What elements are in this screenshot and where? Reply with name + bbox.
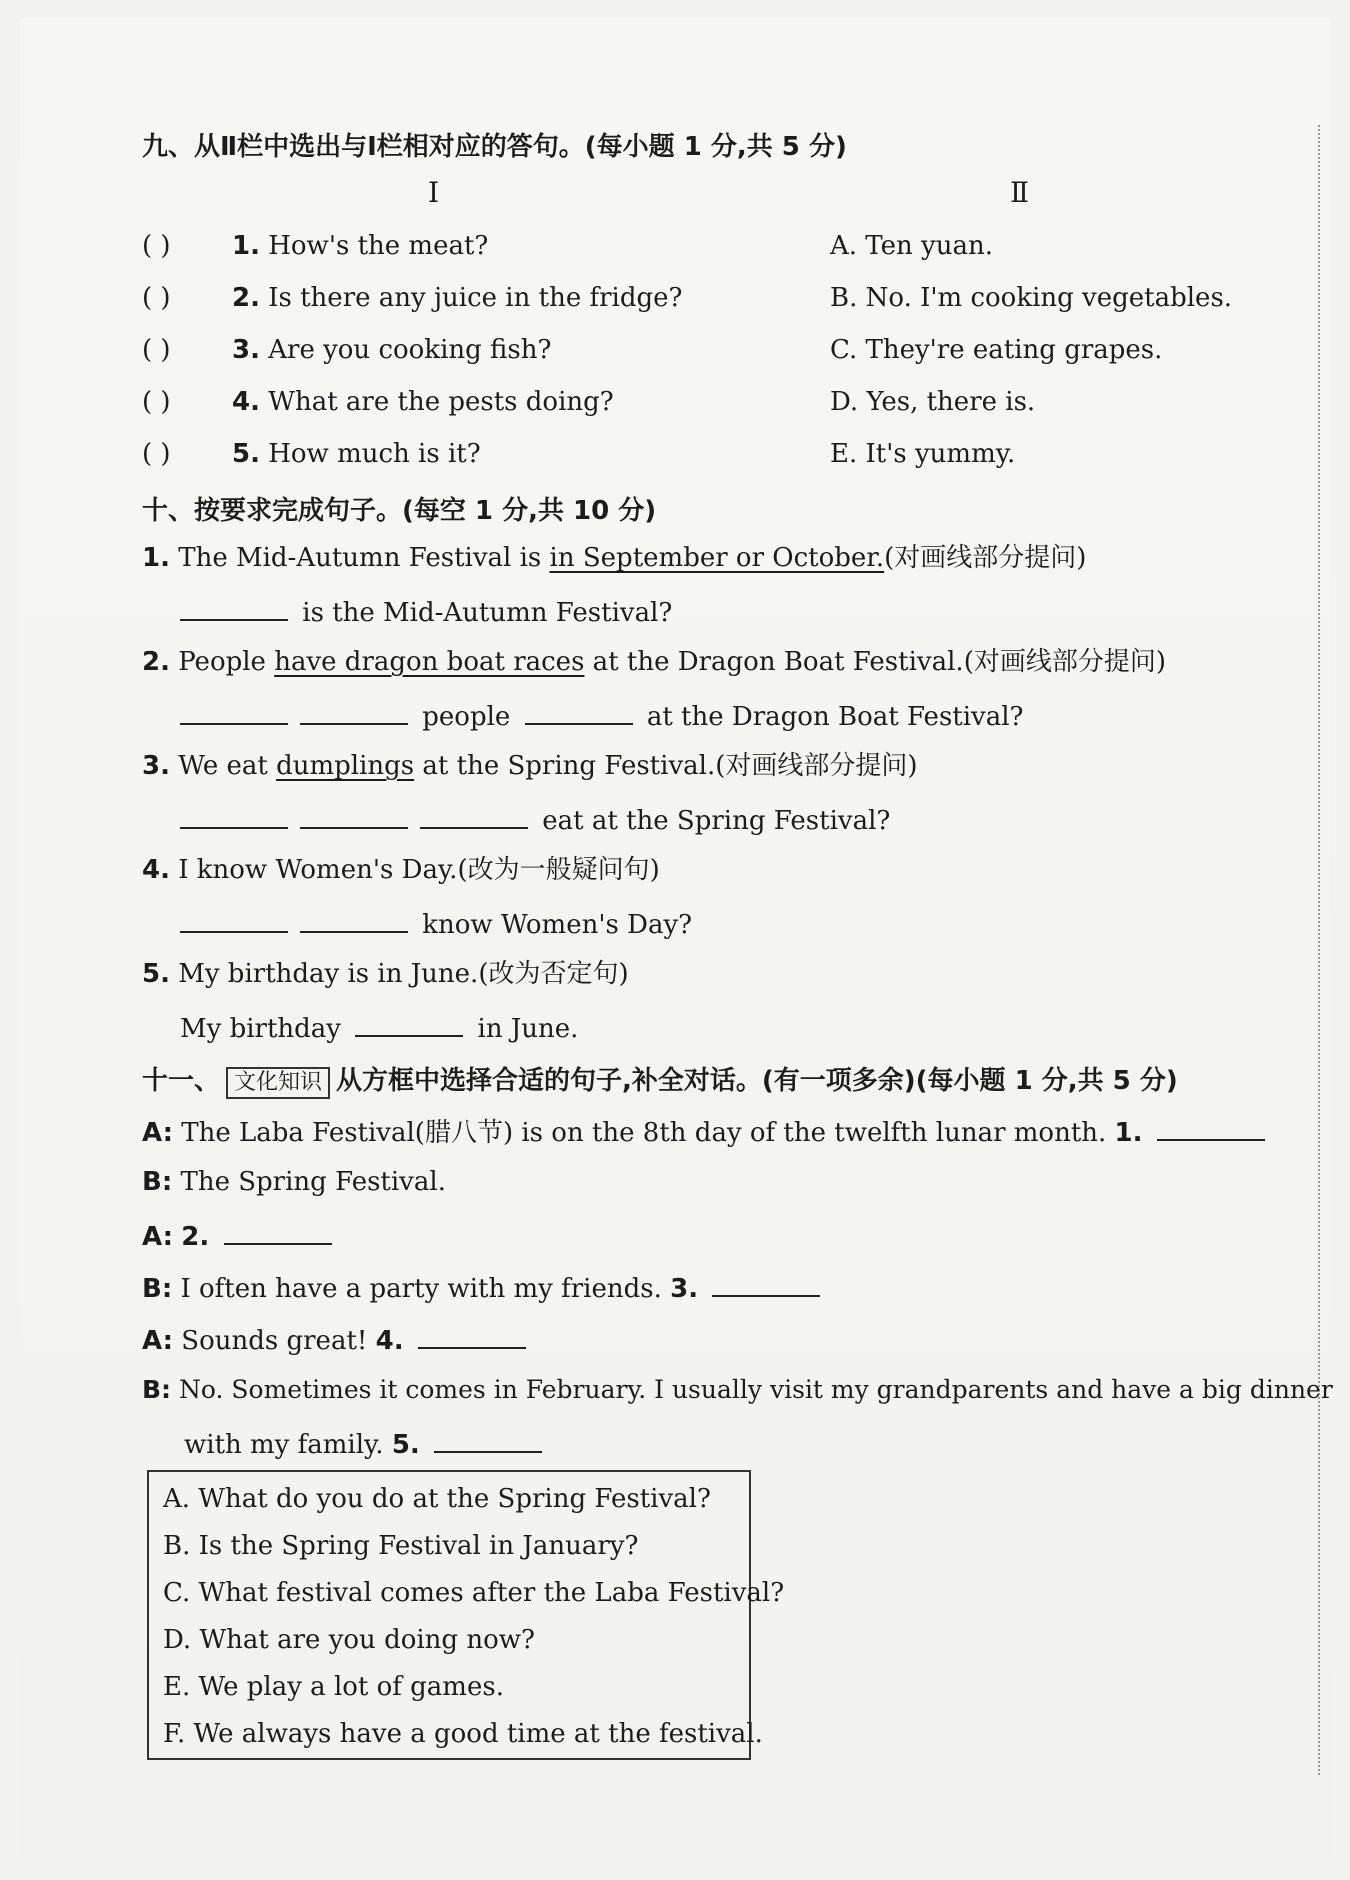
option-f: F. We always have a good time at the festival.: [163, 1719, 763, 1749]
dialog-line-3: [142, 1217, 338, 1254]
matching-item-3: [142, 333, 551, 367]
speaker-label: B:: [142, 1375, 172, 1404]
section9-heading: 九、从Ⅱ栏中选出与Ⅰ栏相对应的答句。(每小题 1 分,共 5 分): [142, 132, 847, 162]
item-number: 2.: [232, 283, 260, 313]
dialog-text: with my family.: [184, 1430, 384, 1460]
question-number: 2.: [142, 647, 170, 677]
instruction: (改为否定句): [478, 959, 629, 989]
blank-number: 4.: [375, 1326, 404, 1356]
question-number: 4.: [142, 855, 170, 885]
answer-option-e: E. It's yummy.: [830, 439, 1016, 469]
answer-text: is the Mid-Autumn Festival?: [302, 598, 673, 628]
item-text: Is there any juice in the fridge?: [268, 283, 683, 313]
dialog-text: The Spring Festival.: [180, 1167, 446, 1197]
sentence-text: We eat: [178, 751, 277, 781]
instruction: (对画线部分提问): [884, 543, 1087, 573]
blank-number: 1.: [1114, 1118, 1143, 1148]
matching-item-5: [142, 437, 481, 471]
answer-text: in June.: [477, 1014, 579, 1044]
rewrite-question-3: [142, 749, 918, 783]
answer-blank[interactable]: [525, 697, 633, 725]
answer-text: at the Dragon Boat Festival?: [646, 702, 1024, 732]
rewrite-answer-2: [180, 697, 1024, 734]
blank-number: 5.: [391, 1430, 420, 1460]
answer-blank[interactable]: [180, 801, 288, 829]
dialog-line-1: [142, 1113, 1271, 1150]
sentence-text: at the Dragon Boat Festival.: [584, 647, 964, 677]
dialog-text: The Laba Festival(腊八节) is on the 8th day of the twelfth lunar month.: [181, 1118, 1107, 1148]
answer-bracket[interactable]: ( ): [142, 231, 171, 261]
column-1-label: Ⅰ: [428, 176, 440, 209]
answer-text: people: [422, 702, 511, 732]
question-number: 5.: [142, 959, 170, 989]
answer-blank[interactable]: [420, 801, 528, 829]
answer-option-a: A. Ten yuan.: [830, 231, 993, 261]
culture-tag: 文化知识: [226, 1067, 330, 1099]
option-a: A. What do you do at the Spring Festival?: [163, 1484, 711, 1514]
dialog-text: No. Sometimes it comes in February. I usually visit my grandparents and have a big dinner: [179, 1375, 1333, 1404]
instruction: (对画线部分提问): [715, 751, 918, 781]
answer-blank[interactable]: [224, 1217, 332, 1245]
blank-number: 2.: [181, 1222, 210, 1252]
speaker-label: B:: [142, 1274, 173, 1304]
section11-heading: [142, 1060, 1178, 1099]
item-number: 1.: [232, 231, 260, 261]
answer-option-c: C. They're eating grapes.: [830, 335, 1163, 365]
speaker-label: B:: [142, 1167, 173, 1197]
sentence-text: The Mid-Autumn Festival is: [178, 543, 550, 573]
speaker-label: A:: [142, 1326, 174, 1356]
binding-dashed-line: [1318, 125, 1320, 1775]
option-c: C. What festival comes after the Laba Festival?: [163, 1578, 785, 1608]
dialog-line-7: [184, 1425, 548, 1462]
sentence-text: I know Women's Day.: [178, 855, 458, 885]
question-number: 3.: [142, 751, 170, 781]
blank-number: 3.: [670, 1274, 699, 1304]
answer-option-b: B. No. I'm cooking vegetables.: [830, 283, 1233, 313]
answer-text: My birthday: [180, 1014, 341, 1044]
answer-blank[interactable]: [180, 697, 288, 725]
matching-item-4: [142, 385, 614, 419]
answer-bracket[interactable]: ( ): [142, 387, 171, 417]
answer-bracket[interactable]: ( ): [142, 439, 171, 469]
item-number: 5.: [232, 439, 260, 469]
instruction: (对画线部分提问): [963, 647, 1166, 677]
answer-bracket[interactable]: ( ): [142, 283, 171, 313]
item-text: How much is it?: [268, 439, 481, 469]
heading-text: 从方框中选择合适的句子,补全对话。(有一项多余)(每小题 1 分,共 5 分): [336, 1066, 1178, 1096]
answer-blank[interactable]: [712, 1269, 820, 1297]
dialog-line-2: [142, 1165, 446, 1199]
answer-blank[interactable]: [300, 697, 408, 725]
answer-text: eat at the Spring Festival?: [542, 806, 891, 836]
column-2-label: Ⅱ: [1010, 176, 1030, 209]
dialog-text: Sounds great!: [181, 1326, 368, 1356]
answer-blank[interactable]: [180, 593, 288, 621]
underlined-part: dumplings: [276, 751, 415, 781]
underlined-part: in September or October.: [549, 543, 885, 573]
option-e: E. We play a lot of games.: [163, 1672, 504, 1702]
item-text: How's the meat?: [268, 231, 489, 261]
item-text: Are you cooking fish?: [268, 335, 552, 365]
dialog-text: I often have a party with my friends.: [180, 1274, 662, 1304]
item-number: 4.: [232, 387, 260, 417]
rewrite-answer-1: [180, 593, 672, 630]
speaker-label: A:: [142, 1118, 174, 1148]
underlined-part: have dragon boat races: [274, 647, 585, 677]
rewrite-question-4: [142, 853, 660, 887]
answer-blank[interactable]: [355, 1009, 463, 1037]
answer-blank[interactable]: [418, 1321, 526, 1349]
matching-item-1: [142, 229, 488, 263]
rewrite-answer-3: [180, 801, 890, 838]
speaker-label: A:: [142, 1222, 174, 1252]
dialog-line-4: [142, 1269, 826, 1306]
answer-blank[interactable]: [300, 801, 408, 829]
matching-item-2: [142, 281, 682, 315]
answer-blank[interactable]: [300, 905, 408, 933]
sentence-text: My birthday is in June.: [178, 959, 479, 989]
rewrite-question-2: [142, 645, 1166, 679]
answer-text: know Women's Day?: [422, 910, 693, 940]
item-text: What are the pests doing?: [268, 387, 614, 417]
rewrite-question-1: [142, 541, 1086, 575]
item-number: 3.: [232, 335, 260, 365]
options-box: [147, 1470, 785, 1760]
heading-number: 十一、: [142, 1066, 221, 1096]
option-b: B. Is the Spring Festival in January?: [163, 1531, 639, 1561]
answer-bracket[interactable]: ( ): [142, 335, 171, 365]
dialog-line-5: [142, 1321, 532, 1358]
answer-blank[interactable]: [180, 905, 288, 933]
question-number: 1.: [142, 543, 170, 573]
answer-option-d: D. Yes, there is.: [830, 387, 1036, 417]
rewrite-answer-5: [180, 1009, 578, 1046]
section10-heading: 十、按要求完成句子。(每空 1 分,共 10 分): [142, 496, 657, 526]
sentence-text: at the Spring Festival.: [414, 751, 716, 781]
option-d: D. What are you doing now?: [163, 1625, 535, 1655]
rewrite-question-5: [142, 957, 629, 991]
dialog-line-6: [142, 1373, 1333, 1407]
instruction: (改为一般疑问句): [457, 855, 660, 885]
sentence-text: People: [178, 647, 275, 677]
rewrite-answer-4: [180, 905, 692, 942]
answer-blank[interactable]: [434, 1425, 542, 1453]
answer-blank[interactable]: [1157, 1113, 1265, 1141]
